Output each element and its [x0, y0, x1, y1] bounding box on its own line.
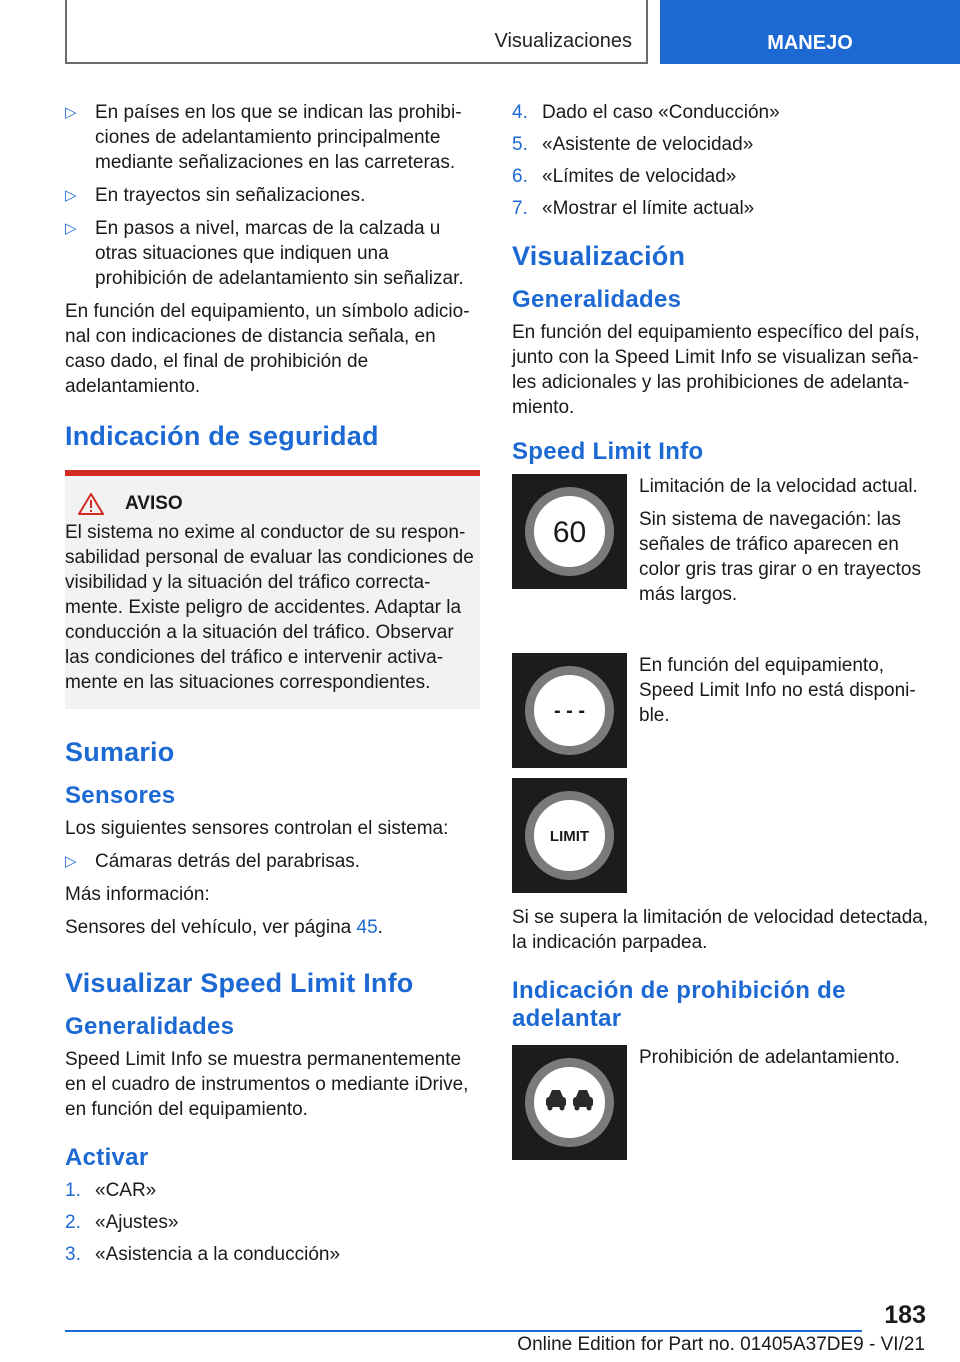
- generalidades-heading: Generalidades: [65, 1013, 235, 1040]
- step-item: 4. Dado el caso «Conducción»: [512, 102, 780, 123]
- footer-divider: [65, 1330, 862, 1332]
- paragraph: Más información:: [65, 884, 210, 905]
- sumario-heading: Sumario: [65, 737, 175, 767]
- paragraph: Si se supera la limitación de velocidad detectada, la indicación parpadea.: [512, 907, 929, 953]
- speed-limit-dash: - - -: [553, 700, 586, 722]
- step-item: 2. «Ajustes»: [65, 1212, 179, 1233]
- warning-box: [65, 470, 480, 709]
- triangle-bullet-icon: ▷: [65, 104, 77, 121]
- no-overtaking-icon: [512, 1045, 627, 1160]
- chapter-label: MANEJO: [767, 32, 853, 54]
- triangle-bullet-icon: ▷: [65, 187, 77, 204]
- prohibition-heading: Indicación de prohibición de adelantar: [512, 977, 846, 1032]
- visualizar-heading: Visualizar Speed Limit Info: [65, 968, 414, 998]
- page-number: 183: [884, 1301, 926, 1329]
- warning-label: AVISO: [125, 493, 183, 514]
- warning-text: El sistema no exime al conductor de su responsabilidad personal de evaluar las condiciones de visibilidad y la situación del tráfico correctamente. Existe peligro de accidentes. Adaptar la conducción a la situación del tráfico. Observar las condiciones del tráfico e intervenir activamente en las situaciones correspondientes.: [65, 522, 474, 693]
- paragraph: Speed Limit Info se muestra permanentemente en el cuadro de instrumentos o mediante iDrive, en función del equipamiento.: [65, 1049, 469, 1120]
- speed-limit-60-row: [512, 474, 932, 615]
- speed-limit-info-heading: Speed Limit Info: [512, 438, 704, 465]
- list-item: ▷ Cámaras detrás del parabrisas.: [65, 851, 361, 872]
- paragraph: En función del equipamiento, un símbolo adicional con indicaciones de distancia señala, en caso dado, el final de prohibición de adelantamiento.: [65, 301, 470, 397]
- warning-header: [65, 492, 480, 516]
- speed-limit-60-image: [512, 474, 627, 589]
- sensores-heading: Sensores: [65, 782, 176, 809]
- paragraph: En función del equipamiento específico del país, junto con la Speed Limit Info se visualizan señales adicionales y las prohibiciones de adelantamiento.: [512, 322, 920, 418]
- step-item: 3. «Asistencia a la conducción»: [65, 1244, 341, 1265]
- right-column: [512, 100, 932, 1170]
- speed-limit-unavailable-image: [512, 653, 627, 768]
- speed-limit-value: 60: [552, 516, 587, 549]
- cross-reference: Sensores del vehículo, ver página 45.: [65, 917, 383, 938]
- visualizacion-heading: Visualización: [512, 241, 686, 271]
- chapter-tab: [660, 0, 960, 64]
- warning-triangle-icon: [77, 492, 105, 516]
- speed-limit-unavailable-row: [512, 653, 932, 768]
- paragraph: Los siguientes sensores controlan el sistema:: [65, 818, 449, 839]
- list-item: ▷ En trayectos sin señalizaciones.: [65, 185, 366, 206]
- step-item: 7. «Mostrar el límite actual»: [512, 198, 755, 219]
- list-item: ▷ En países en los que se indican las prohibiciones de adelantamiento principalmente mediante señalizaciones en las carreteras.: [65, 102, 462, 173]
- no-overtaking-row: [512, 1045, 932, 1160]
- triangle-bullet-icon: ▷: [65, 220, 77, 237]
- sign-description: En función del equipamiento, Speed Limit Info no está disponible.: [639, 655, 916, 726]
- no-overtaking-image: [512, 1045, 627, 1160]
- generalidades-heading: Generalidades: [512, 286, 682, 313]
- section-title: Visualizaciones: [494, 30, 632, 52]
- header-section-box: [65, 0, 648, 64]
- page-link[interactable]: 45: [356, 917, 378, 938]
- edition-text: Online Edition for Part no. 01405A37DE9 - VI/21: [517, 1334, 925, 1355]
- triangle-bullet-icon: ▷: [65, 853, 77, 870]
- step-item: 6. «Límites de velocidad»: [512, 166, 737, 187]
- step-item: 5. «Asistente de velocidad»: [512, 134, 754, 155]
- activar-heading: Activar: [65, 1144, 149, 1171]
- limit-sign-row: [512, 778, 932, 893]
- limit-sign-image: [512, 778, 627, 893]
- left-column: [65, 100, 480, 1274]
- step-item: 1. «CAR»: [65, 1180, 157, 1201]
- sign-description: Prohibición de adelantamiento.: [639, 1047, 900, 1068]
- sign-description: Limitación de la velocidad actual. Sin sistema de navegación: las señales de tráfico aparecen en color gris tras girar o en trayectos más largos.: [639, 476, 921, 605]
- safety-heading: Indicación de seguridad: [65, 421, 379, 451]
- list-item: ▷ En pasos a nivel, marcas de la calzada u otras situaciones que indiquen una prohibición de adelantamiento sin señalizar.: [65, 218, 464, 289]
- limit-label: LIMIT: [549, 828, 590, 845]
